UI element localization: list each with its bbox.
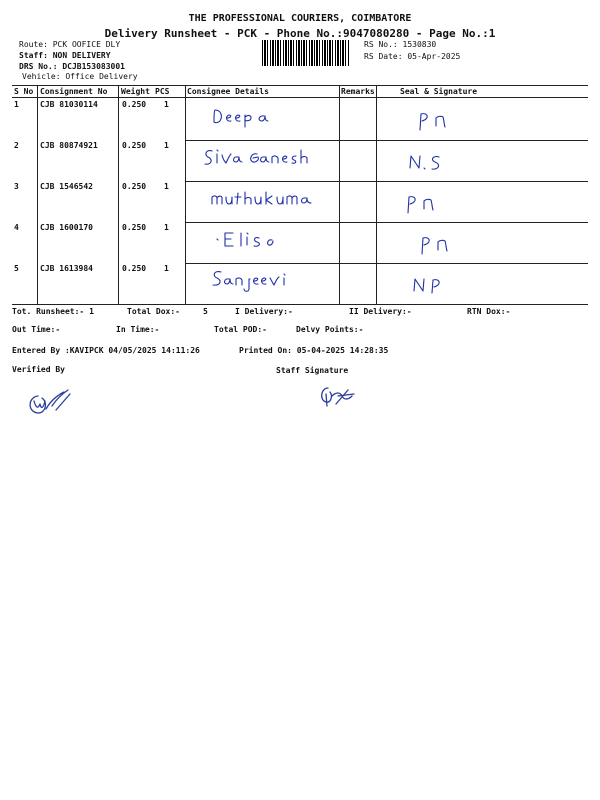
cell-consignment: CJB 1613984 xyxy=(40,264,93,273)
cell-consignment: CJB 80874921 xyxy=(40,141,98,150)
route-label: Route: PCK OOFICE DLY xyxy=(19,40,121,49)
cell-consignment: CJB 1600170 xyxy=(40,223,93,232)
out-time: Out Time:- xyxy=(12,325,61,334)
verified-by-signature xyxy=(26,388,76,420)
total-dox-label: Total Dox:- xyxy=(127,307,180,316)
cell-weight: 0.250 xyxy=(122,100,147,109)
cell-sno: 2 xyxy=(14,141,19,150)
staff-label: Staff: NON DELIVERY xyxy=(19,51,111,60)
total-runsheet: Tot. Runsheet:- 1 xyxy=(12,307,94,316)
cell-consignment: CJB 81030114 xyxy=(40,100,98,109)
cell-weight: 0.250 xyxy=(122,223,147,232)
header-sno: S No xyxy=(14,87,34,96)
staff-signature-label: Staff Signature xyxy=(276,366,349,375)
seal-handwriting xyxy=(416,110,456,132)
header-weight: Weight xyxy=(121,87,150,96)
consignee-handwriting xyxy=(212,106,292,128)
header-remarks: Remarks xyxy=(341,87,375,96)
header-consignment: Consignment No xyxy=(40,87,108,96)
cell-sno: 3 xyxy=(14,182,19,191)
verified-by-label: Verified By xyxy=(12,365,65,374)
company-name: THE PROFESSIONAL COURIERS, COIMBATORE xyxy=(188,13,412,24)
cell-weight: 0.250 xyxy=(122,182,147,191)
runsheet-title: Delivery Runsheet - PCK - Phone No.:9047080280 - Page No.:1 xyxy=(104,27,496,40)
drs-number: DRS No.: DCJB153083001 xyxy=(19,62,125,71)
barcode xyxy=(262,40,350,66)
rs-number: RS No.: 1530830 xyxy=(364,40,437,49)
entered-by: Entered By :KAVIPCK 04/05/2025 14:11:26 xyxy=(12,346,200,355)
printed-on: Printed On: 05-04-2025 14:28:35 xyxy=(239,346,389,355)
seal-handwriting xyxy=(412,275,452,295)
cell-pcs: 1 xyxy=(164,182,169,191)
header-consignee: Consignee Details xyxy=(187,87,269,96)
consignee-handwriting xyxy=(211,268,321,292)
cell-sno: 5 xyxy=(14,264,19,273)
staff-signature xyxy=(318,382,358,412)
total-pod: Total POD:- xyxy=(214,325,267,334)
cell-weight: 0.250 xyxy=(122,264,147,273)
cell-consignment: CJB 1546542 xyxy=(40,182,93,191)
cell-weight: 0.250 xyxy=(122,141,147,150)
consignee-handwriting xyxy=(203,146,323,170)
seal-handwriting xyxy=(418,234,458,256)
i-delivery: I Delivery:- xyxy=(235,307,293,316)
header-pcs: PCS xyxy=(155,87,170,96)
rs-date: RS Date: 05-Apr-2025 xyxy=(364,52,461,61)
cell-pcs: 1 xyxy=(164,100,169,109)
cell-pcs: 1 xyxy=(164,223,169,232)
seal-handwriting xyxy=(404,193,444,215)
cell-sno: 4 xyxy=(14,223,19,232)
consignee-handwriting xyxy=(210,189,325,209)
seal-handwriting xyxy=(408,152,448,172)
header-seal: Seal & Signature xyxy=(400,87,478,96)
cell-pcs: 1 xyxy=(164,264,169,273)
in-time: In Time:- xyxy=(116,325,160,334)
delvy-points: Delvy Points:- xyxy=(296,325,364,334)
cell-pcs: 1 xyxy=(164,141,169,150)
total-dox-value: 5 xyxy=(203,307,208,316)
ii-delivery: II Delivery:- xyxy=(349,307,412,316)
cell-sno: 1 xyxy=(14,100,19,109)
rtn-dox: RTN Dox:- xyxy=(467,307,511,316)
vehicle-label: Vehicle: Office Delivery xyxy=(22,72,138,81)
consignee-handwriting xyxy=(216,230,291,250)
